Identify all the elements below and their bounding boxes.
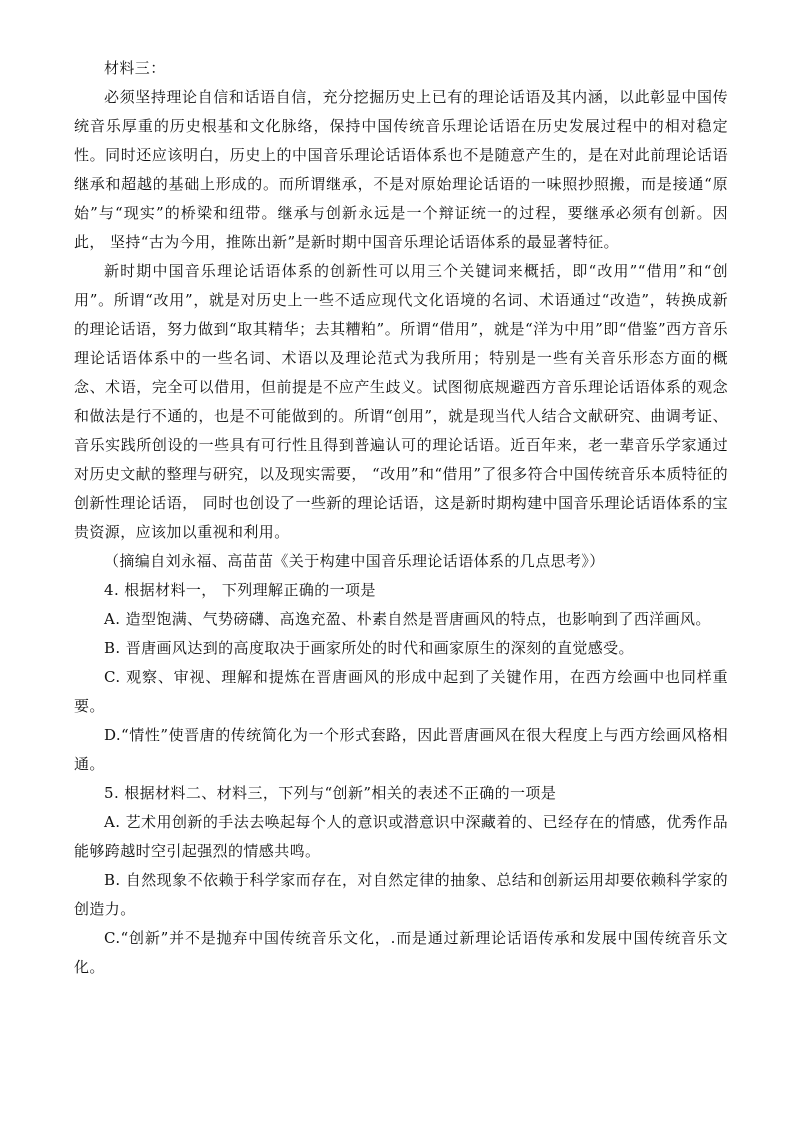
source-citation: （摘编自刘永福、高苗苗《关于构建中国音乐理论话语体系的几点思考》） [104, 552, 605, 570]
material-three-heading: 材料三： [104, 59, 166, 77]
exam-page [74, 54, 728, 982]
material-three-paragraph-2: 新时期中国音乐理论话语体系的创新性可以用三个关键词来概括，即“改用”“借用”和“创用”。所谓“改用”，就是对历史上一些不适应现代文化语境的名词、术语通过“改造”，转换成新的理论话语，努力做到“取其精华；去其糟粕”。所谓“借用”，就是“洋为中用”即“借鉴”西方音乐理论话语体系中的一些名词、术语以及理论范式为我所用；特别是一些有关音乐形态方面的概念、术语，完全可以借用，但前提是不应产生歧义。试图彻底规避西方音乐理论话语体系的观念和做法是行不通的，也是不可能做到的。所谓“创用”，就是现当代人结合文献研究、曲调考证、音乐实践所创设的一些具有可行性且得到普遍认可的理论话语。近百年来，老一辈音乐学家通过对历史文献的整理与研究，以及现实需要， “改用”和“借用”了很多符合中国传统音乐本质特征的创新性理论话语， 同时也创设了一些新的理论话语，这是新时期构建中国音乐理论话语体系的宝贵资源，应该加以重视和利用。 [74, 262, 728, 541]
question-5-option-c: C.“创新”并不是抛弃中国传统音乐文化，.而是通过新理论话语传承和发展中国传统音乐文化。 [74, 929, 728, 976]
material-three-paragraph-1: 必须坚持理论自信和话语自信，充分挖掘历史上已有的理论话语及其内涵，以此彰显中国传统音乐厚重的历史根基和文化脉络，保持中国传统音乐理论话语在历史发展过程中的相对稳定性。同时还应该明白，历史上的中国音乐理论话语体系也不是随意产生的，是在对此前理论话语继承和超越的基础上形成的。而所谓继承，不是对原始理论话语的一味照抄照搬，而是接通“原始”与“现实”的桥梁和纽带。继承与创新永远是一个辩证统一的过程，要继承必须有创新。因此， 坚持“古为今用，推陈出新”是新时期中国音乐理论话语体系的最显著特征。 [74, 88, 728, 251]
question-5-option-b: B. 自然现象不依赖于科学家而存在，对自然定律的抽象、总结和创新运用却要依赖科学家的创造力。 [74, 871, 728, 918]
question-4-option-b: B. 晋唐画风达到的高度取决于画家所处的时代和画家原生的深刻的直觉感受。 [104, 639, 634, 657]
question-4-option-a: A. 造型饱满、气势磅礴、高逸充盈、朴素自然是晋唐画风的特点，也影响到了西洋画风。 [104, 610, 711, 628]
question-4-option-d: D.“情性”使晋唐的传统简化为一个形式套路，因此晋唐画风在很大程度上与西方绘画风格相通。 [74, 726, 728, 773]
question-4-stem: 4. 根据材料一， 下列理解正确的一项是 [104, 581, 376, 599]
question-5-option-a: A. 艺术用创新的手法去唤起每个人的意识或潜意识中深藏着的、已经存在的情感，优秀作品能够跨越时空引起强烈的情感共鸣。 [74, 813, 728, 860]
question-4-option-c: C. 观察、审视、理解和提炼在晋唐画风的形成中起到了关键作用，在西方绘画中也同样重要。 [74, 668, 728, 715]
question-5-stem: 5. 根据材料二、材料三，下列与“创新”相关的表述不正确的一项是 [104, 784, 557, 802]
